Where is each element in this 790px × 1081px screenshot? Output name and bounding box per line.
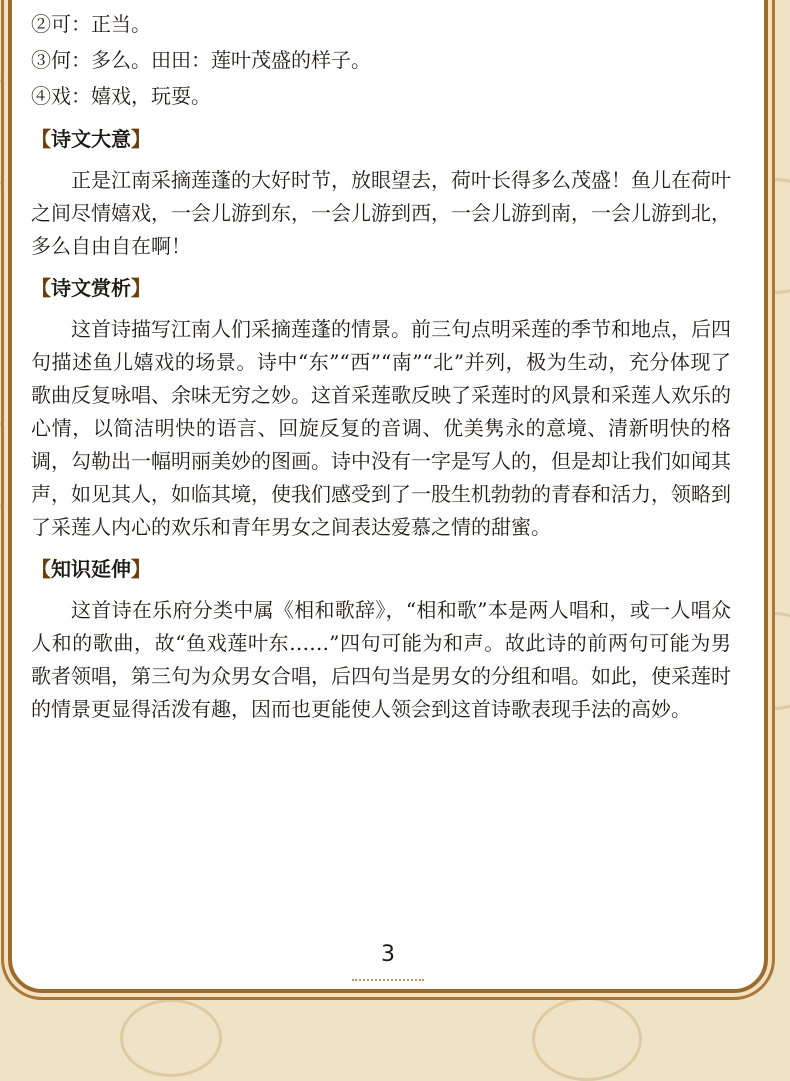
left-bracket-icon: 【: [31, 276, 51, 300]
right-bracket-icon: 】: [131, 276, 151, 300]
annotation-note-2: ②可：正当。: [31, 12, 151, 36]
section-heading-extension: [31, 554, 731, 584]
section-title-meaning: 诗文大意: [51, 127, 131, 151]
section-appreciation: [31, 273, 731, 544]
page-number: 3: [381, 942, 395, 967]
background-swirl: [120, 999, 222, 1077]
left-bracket-icon: 【: [31, 557, 51, 581]
page-number-underline: [352, 979, 424, 981]
right-bracket-icon: 】: [131, 557, 151, 581]
annotation-note-3: ③何：多么。田田：莲叶茂盛的样子。: [31, 48, 371, 72]
section-body-appreciation: 这首诗描写江南人们采摘莲蓬的情景。前三句点明采莲的季节和地点，后四句描述鱼儿嬉戏的场景。诗中“东”“西”“南”“北”并列，极为生动，充分体现了歌曲反复咏唱、余味无穷之妙。这首采莲歌反映了采莲时的风景和采莲人欢乐的心情，以简洁明快的语言、回旋反复的音调、优美隽永的意境、清新明快的格调，勾勒出一幅明丽美妙的图画。诗中没有一字是写人的，但是却让我们如闻其声，如见其人，如临其境，使我们感受到了一股生机勃勃的青春和活力，领略到了采莲人内心的欢乐和青年男女之间表达爱慕之情的甜蜜。: [31, 317, 731, 539]
section-extension: [31, 554, 731, 726]
background-swirl: [532, 997, 642, 1081]
section-title-extension: 知识延伸: [51, 557, 131, 581]
section-body-meaning: 正是江南采摘莲蓬的大好时节，放眼望去，荷叶长得多么茂盛！鱼儿在荷叶之间尽情嬉戏，一会儿游到东，一会儿游到西，一会儿游到南，一会儿游到北，多么自由自在啊！: [31, 168, 731, 258]
document-content: [31, 6, 731, 734]
page-card: [8, 0, 768, 993]
right-bracket-icon: 】: [131, 127, 151, 151]
left-bracket-icon: 【: [31, 127, 51, 151]
section-body-extension: 这首诗在乐府分类中属《相和歌辞》，“相和歌”本是两人唱和，或一人唱众人和的歌曲，故“鱼戏莲叶东……”四句可能为和声。故此诗的前两句可能为男歌者领唱，第三句为众男女合唱，后四句当是男女的分组和唱。如此，使采莲时的情景更显得活泼有趣，因而也更能使人领会到这首诗歌表现手法的高妙。: [31, 598, 731, 721]
section-heading-appreciation: [31, 273, 731, 303]
section-heading-meaning: [31, 124, 731, 154]
section-meaning: [31, 124, 731, 263]
section-title-appreciation: 诗文赏析: [51, 276, 131, 300]
annotation-note-4: ④戏：嬉戏，玩耍。: [31, 84, 211, 108]
